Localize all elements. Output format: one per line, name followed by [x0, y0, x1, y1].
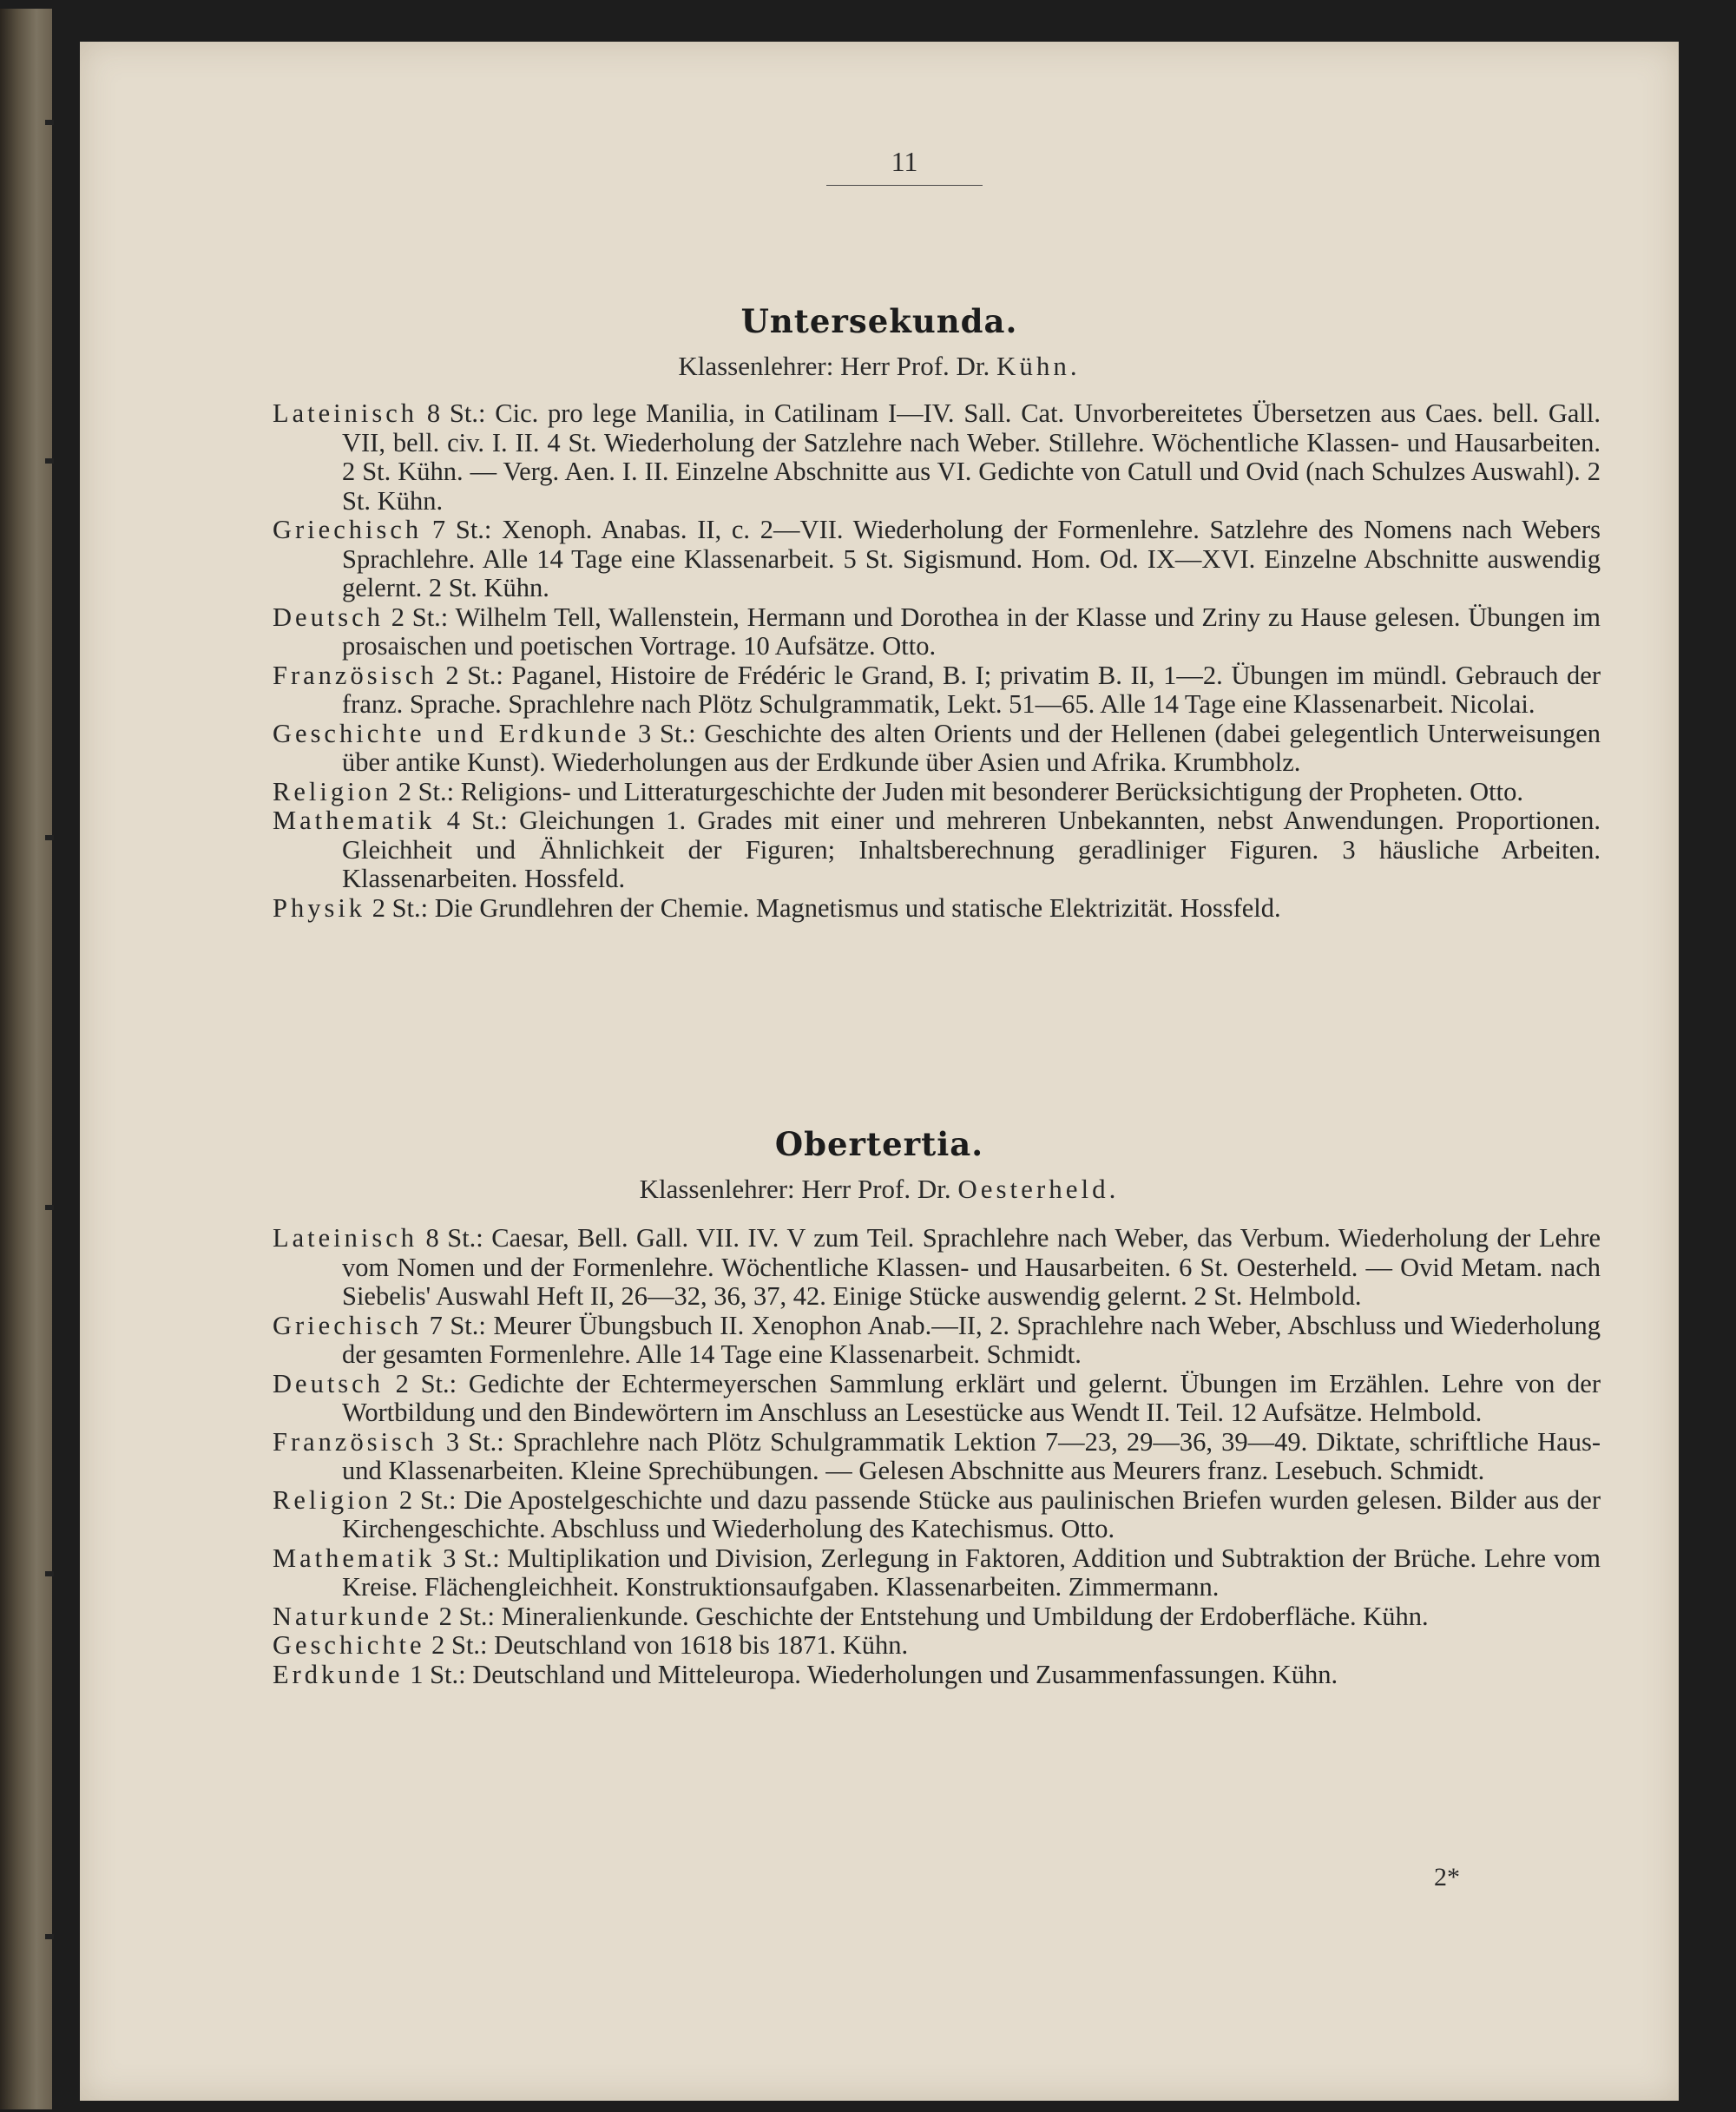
subject-entry [273, 1544, 1601, 1602]
subject-name: Geschichte [273, 1630, 425, 1660]
edge-mark [45, 835, 54, 840]
section-title-obertertia: Obertertia. [774, 1125, 984, 1163]
edge-mark [45, 458, 54, 464]
subject-list [273, 399, 1601, 923]
page-number: 11 [826, 146, 983, 186]
subject-entry [273, 1312, 1601, 1370]
edge-mark [45, 1571, 54, 1576]
teacher-prefix: Klassenlehrer: [678, 351, 834, 381]
subject-name: Griechisch [273, 515, 423, 544]
subject-text: 2 St.: Die Grundlehren der Chemie. Magnetismus und statische Elektrizität. Hossfeld. [372, 892, 1281, 923]
subject-text: 2 St.: Religions- und Litteraturgeschichte der Juden mit besonderer Berücksichtigung der Propheten. Otto. [398, 776, 1523, 806]
subject-text: 8 St.: Cic. pro lege Manilia, in Catilinam I—IV. Sall. Cat. Unvorbereitetes Übersetzen aus Caes. bell. Gall. VII, bell. civ. I. II. 4 St. Wiederholung der Satzlehre nach Weber. Stillehre. Wöchentliche Klassen- und Hausarbeiten. 2 St. Kühn. — Verg. Aen. I. II. Einzelne Abschnitte aus VI. Gedichte von Catull und Ovid (nach Schulzes Auswahl). 2 St. Kühn. [342, 398, 1601, 516]
subject-entry [273, 1224, 1601, 1312]
subject-text: 3 St.: Multiplikation und Division, Zerlegung in Faktoren, Addition und Subtraktion der Brüche. Lehre vom Kreise. Flächengleichheit. Konstruktionsaufgaben. Klassenarbeiten. Zimmermann. [342, 1543, 1601, 1602]
subject-text: 2 St.: Wilhelm Tell, Wallenstein, Hermann und Dorothea in der Klasse und Zriny zu Hause gelesen. Übungen im prosaischen und poetischen Vortrage. 10 Aufsätze. Otto. [342, 602, 1601, 661]
subject-name: Erdkunde [273, 1659, 404, 1689]
subject-entry [273, 1486, 1601, 1544]
subject-entry [273, 603, 1601, 661]
subject-name: Lateinisch [273, 398, 418, 428]
subject-name: Physik [273, 892, 366, 923]
subject-entry [273, 806, 1601, 894]
subject-text: 7 St.: Meurer Übungsbuch II. Xenophon Anab.—II, 2. Sprachlehre nach Weber, Abschluss und Wiederholung der gesamten Formenlehre. Alle 14 Tage eine Klassenarbeit. Schmidt. [342, 1310, 1601, 1369]
subject-name: Französisch [273, 660, 437, 690]
subject-list [273, 1224, 1601, 1689]
subject-name: Griechisch [273, 1310, 423, 1340]
signature-mark: 2* [1434, 1863, 1460, 1892]
subject-text: 2 St.: Die Apostelgeschichte und dazu passende Stücke aus paulinischen Briefen wurden gelesen. Bilder aus der Kirchengeschichte. Abschluss und Wiederholung des Katechismus. Otto. [342, 1484, 1601, 1543]
teacher-title: Herr Prof. Dr. [801, 1174, 951, 1204]
subject-entry [273, 516, 1601, 603]
subject-entry [273, 661, 1601, 720]
subject-entry [273, 1370, 1601, 1428]
subject-name: Deutsch [273, 1368, 384, 1398]
subject-text: 4 St.: Gleichungen 1. Grades mit einer und mehreren Unbekannten, nebst Anwendungen. Proportionen. Gleichheit und Ähnlichkeit der Figuren; Inhaltsberechnung geradliniger Figuren. 3 häusliche Arbeiten. Klassenarbeiten. Hossfeld. [342, 806, 1601, 893]
subject-name: Mathematik [273, 806, 436, 835]
subject-text: 8 St.: Caesar, Bell. Gall. VII. IV. V zum Teil. Sprachlehre nach Weber, das Verbum. Wiederholung der Lehre vom Nomen und der Formenlehre. Wöchentliche Klassen- und Hausarbeiten. 6 St. Oesterheld. — Ovid Metam. nach Siebelis' Auswahl Heft II, 26—32, 36, 37, 42. Einige Stücke auswendig gelernt. 2 St. Helmbold. [342, 1223, 1601, 1311]
subject-text: 2 St.: Paganel, Histoire de Frédéric le Grand, B. I; privatim B. II, 1—2. Übungen im mündl. Gebrauch der franz. Sprache. Sprachlehre nach Plötz Schulgrammatik, Lekt. 51—65. Alle 14 Tage eine Klassenarbeit. Nicolai. [342, 660, 1601, 719]
book-edge [0, 9, 52, 2109]
subject-text: 1 St.: Deutschland und Mitteleuropa. Wiederholungen und Zusammenfassungen. Kühn. [410, 1659, 1338, 1689]
document-page [80, 42, 1679, 2101]
teacher-title: Herr Prof. Dr. [840, 351, 990, 381]
subject-entry [273, 1661, 1601, 1690]
subject-name: Deutsch [273, 602, 384, 632]
subject-name: Französisch [273, 1426, 437, 1457]
class-teacher-line [80, 351, 1679, 382]
subject-entry [273, 1428, 1601, 1486]
subject-entry [273, 399, 1601, 516]
subject-name: Lateinisch [273, 1223, 418, 1253]
subject-name: Mathematik [273, 1543, 436, 1573]
subject-text: 2 St.: Mineralienkunde. Geschichte der Entstehung und Umbildung der Erdoberfläche. Kühn. [438, 1601, 1429, 1631]
subject-text: 7 St.: Xenoph. Anabas. II, c. 2—VII. Wiederholung der Formenlehre. Satzlehre des Nomens nach Webers Sprachlehre. Alle 14 Tage eine Klassenarbeit. 5 St. Sigismund. Hom. Od. IX—XVI. Einzelne Abschnitte auswendig gelernt. 2 St. Kühn. [342, 515, 1601, 602]
subject-entry [273, 1631, 1601, 1661]
subject-text: 2 St.: Gedichte der Echtermeyerschen Sammlung erklärt und gelernt. Übungen im Erzählen. Lehre von der Wortbildung und den Bindewörtern im Anschluss an Lesestücke aus Wendt II. Teil. 12 Aufsätze. Helmbold. [342, 1368, 1601, 1427]
edge-mark [45, 1205, 54, 1210]
subject-text: 2 St.: Deutschland von 1618 bis 1871. Kühn. [431, 1630, 909, 1660]
teacher-prefix: Klassenlehrer: [639, 1174, 795, 1204]
subject-entry [273, 720, 1601, 778]
class-teacher-line [80, 1174, 1679, 1205]
section-title-untersekunda: Untersekunda. [740, 302, 1018, 340]
subject-text: 3 St.: Geschichte des alten Orients und der Hellenen (dabei gelegentlich Unterweisungen über antike Kunst). Wiederholungen aus der Erdkunde über Asien und Afrika. Krumbholz. [342, 718, 1601, 777]
teacher-name: Kühn. [996, 351, 1081, 381]
subject-name: Naturkunde [273, 1601, 432, 1631]
teacher-name: Oesterheld. [957, 1174, 1120, 1204]
subject-entry [273, 778, 1601, 807]
subject-name: Geschichte und Erdkunde [273, 718, 630, 748]
edge-mark [45, 120, 54, 125]
subject-entry [273, 1602, 1601, 1632]
subject-text: 3 St.: Sprachlehre nach Plötz Schulgrammatik Lektion 7—23, 29—36, 39—49. Diktate, schriftliche Haus- und Klassenarbeiten. Kleine Sprechübungen. — Gelesen Abschnitte aus Meurers franz. Lesebuch. Schmidt. [342, 1426, 1601, 1485]
subject-name: Religion [273, 1484, 392, 1515]
edge-mark [45, 1934, 54, 1939]
subject-entry [273, 894, 1601, 924]
subject-name: Religion [273, 776, 392, 806]
